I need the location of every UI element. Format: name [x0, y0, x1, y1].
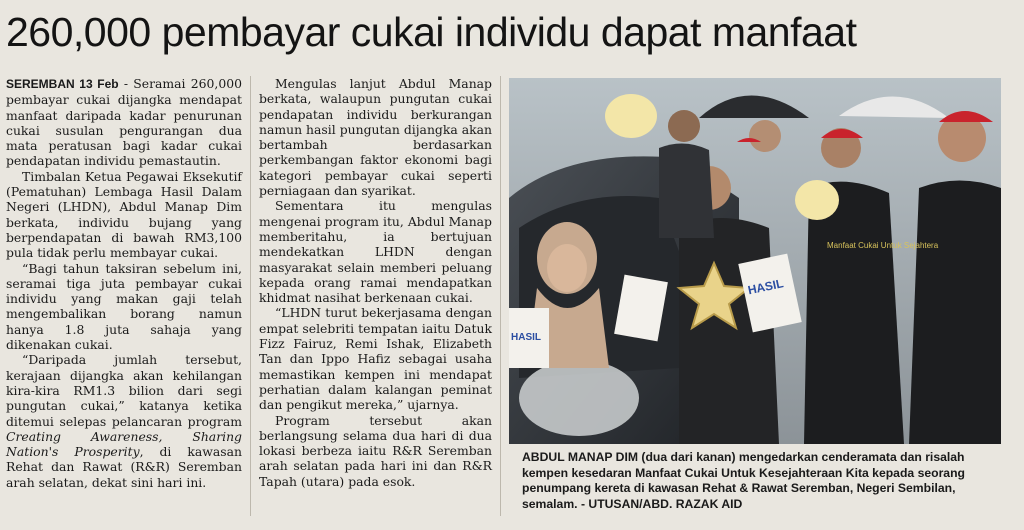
paragraph: “Bagi tahun taksiran sebelum ini, seramai tiga juta pembayar cukai individu yang makan gaji telah mengembalikan borang namun hanya 1.8 juta sahaja yang dikenakan cukai. — [6, 260, 242, 353]
paragraph: Mengulas lanjut Abdul Manap berkata, walaupun pungutan cukai pendapatan individu berkurangan namun hasil pungutan dijangka akan bertambah berdasarkan perkembangan faktor ekonomi bagi kategori pembayar cukai seperti perniagaan dan syarikat. — [259, 76, 492, 199]
paragraph: Timbalan Ketua Pegawai Eksekutif (Pematuhan) Lembaga Hasil Dalam Negeri (LHDN), Abdul Manap Dim berkata, individu bujang yang berpendapatan di bawah RM3,100 pula tidak perlu membayar cukai. — [6, 168, 242, 261]
article-column-1 — [6, 76, 242, 490]
shirt-text: Manfaat Cukai Untuk Sejahtera — [827, 241, 939, 250]
paragraph: Program tersebut akan berlangsung selama dua hari di dua lokasi berbeza iaitu R&R Seremban arah selatan pada hari ini dan R&R Tapah (utara) pada esok. — [259, 412, 492, 489]
caption-name: ABDUL MANAP DIM — [522, 450, 639, 464]
photo-illustration — [509, 78, 1001, 444]
paragraph: SEREMBAN 13 Feb - Seramai 260,000 pembayar cukai dijangka mendapat manfaat daripada kadar penurunan cukai susulan pengurangan dua mata peratusan bagi kadar cukai pendapatan individu pemastautin. — [6, 76, 242, 169]
article-column-2 — [259, 76, 492, 489]
caption-text: (dua dari kanan) mengedarkan cenderamata dan risalah kempen kesedaran Manfaat Cukai Untuk Kesejahteraan Kita kepada seorang penumpang kereta di kawasan Rehat & Rawat Seremban, Negeri Sembilan, semalam. - UTUSAN/ABD. RAZAK AID — [522, 450, 965, 511]
paragraph: Sementara itu mengulas mengenai program itu, Abdul Manap memberitahu, ia bertujuan mendekatkan LHDN dengan masyarakat selain memberi peluang kepada orang ramai mendapatkan khidmat nasihat berkenaan cukai. — [259, 198, 492, 306]
program-name: Creating Awareness, Sharing Nation's Prosperity — [6, 428, 242, 460]
column-rule — [500, 76, 501, 516]
bag-text: HASIL — [511, 332, 541, 343]
bag-text: HASIL — [746, 276, 785, 298]
column-rule — [250, 76, 251, 516]
headline: 260,000 pembayar cukai individu dapat manfaat — [6, 9, 857, 55]
photo-caption — [522, 450, 998, 512]
paragraph: “Daripada jumlah tersebut, kerajaan dijangka akan kehilangan kira-kira RM1.3 bilion dari segi pungutan cukai,” katanya ketika ditemui selepas pelancaran program Creating Awareness, Sharing Nation's Prosperity, di kawasan Rehat dan Rawat (R&R) Seremban arah selatan, dekat sini hari ini. — [6, 352, 242, 490]
paragraph: “LHDN turut bekerjasama dengan empat selebriti tempatan iaitu Datuk Fizz Fairuz, Remi Ishak, Elizabeth Tan dan Ippo Hafiz sebagai usaha memastikan kempen ini mendapat perhatian dalam kalangan peminat dan pengikut mereka,” ujarnya. — [259, 305, 492, 413]
news-photo — [509, 78, 1001, 444]
dateline: SEREMBAN 13 Feb — [6, 77, 119, 91]
